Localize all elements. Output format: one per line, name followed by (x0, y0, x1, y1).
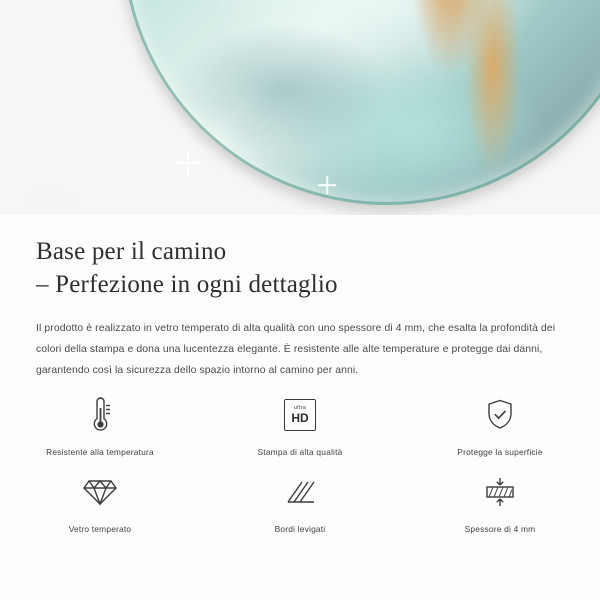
feature-grid (0, 392, 600, 534)
feature-label: Spessore di 4 mm (464, 524, 536, 534)
glass-disc (122, 0, 600, 205)
feature-label: Stampa di alta qualità (257, 447, 343, 457)
feature-label: Resistente alla temperatura (46, 447, 154, 457)
feature-item (410, 392, 590, 457)
headline-line-1: Base per il camino (36, 238, 227, 265)
thermometer-icon (77, 392, 123, 438)
feature-label: Vetro temperato (68, 524, 132, 534)
feature-item (210, 392, 390, 457)
hero-image (0, 0, 600, 215)
headline-line-2: – Perfezione in ogni dettaglio (36, 271, 338, 298)
shield-check-icon (477, 392, 523, 438)
feature-label: Protegge la superficie (457, 447, 543, 457)
feature-item (210, 469, 390, 534)
hd-badge-text: HD (291, 411, 309, 426)
feature-item (10, 392, 190, 457)
feature-item (10, 469, 190, 534)
body-paragraph: Il prodotto è realizzato in vetro temperato di alta qualità con uno spessore di 4 mm, che esalta la profondità dei colori della stampa e dona una lucentezza elegante. È resistente alle alte temperature e protegge dai danni, garantendo così la sicurezza dello spazio intorno al camino per anni. (36, 323, 556, 376)
thickness-arrows-icon (477, 469, 523, 515)
page-title (36, 235, 600, 301)
feature-label: Bordi levigati (274, 524, 326, 534)
feature-item (410, 469, 590, 534)
polished-edges-icon (277, 469, 323, 515)
text-content (0, 215, 600, 381)
ultra-badge-text: ultra (293, 404, 307, 411)
diamond-icon (77, 469, 123, 515)
ultra-hd-icon (277, 392, 323, 438)
